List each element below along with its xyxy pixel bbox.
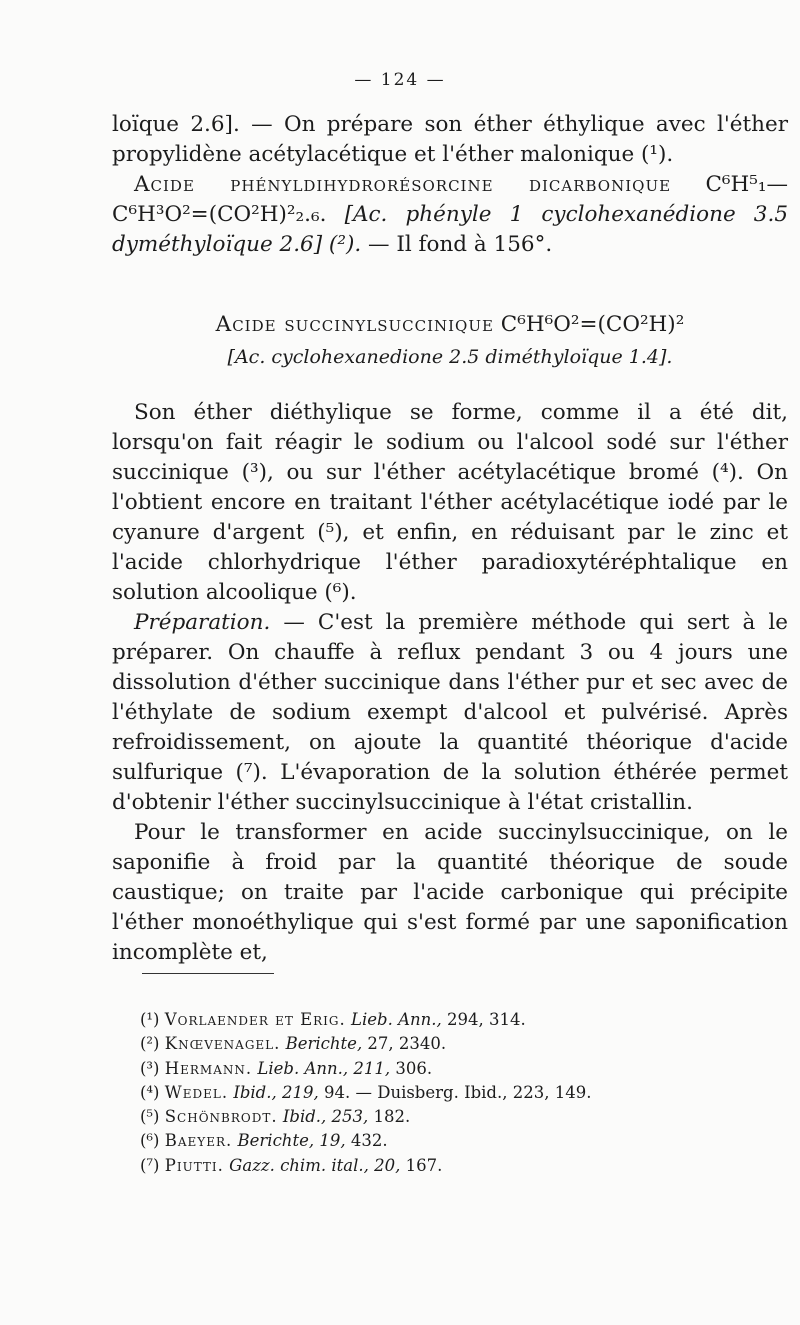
section-heading-name: Acide succinylsuccinique xyxy=(215,312,494,337)
footnote-mark: (⁴) xyxy=(140,1082,160,1102)
footnote-mark: (¹) xyxy=(140,1010,160,1029)
footnote-ref: 294, 314. xyxy=(441,1010,526,1029)
footnotes-list xyxy=(140,1008,740,1178)
footnote-item xyxy=(140,1129,740,1153)
section-heading xyxy=(112,310,788,340)
footnote-mark: (⁵) xyxy=(140,1107,160,1127)
footnote-source: Ibid., 219, xyxy=(233,1082,319,1102)
footnote-ref: 167. xyxy=(400,1155,443,1175)
footnote-item xyxy=(140,1008,740,1032)
footnote-item xyxy=(140,1032,740,1056)
footnote-author: Schönbrodt. xyxy=(164,1107,278,1127)
footnote-author: Vorlaender et Erig. xyxy=(164,1010,346,1029)
footnote-source: Ibid., 253, xyxy=(282,1107,369,1127)
preparation-label: Préparation. xyxy=(134,610,271,635)
footnote-author: Piutti. xyxy=(164,1155,224,1175)
footnote-author: Knœvenagel. xyxy=(164,1034,281,1054)
compound-entry xyxy=(112,170,788,260)
footnote-ref: 306. xyxy=(390,1058,433,1078)
page-number: — 124 — xyxy=(354,70,446,90)
footnote-mark: (⁶) xyxy=(140,1131,160,1151)
compound-nomenclature: [Ac. phényle 1 cyclohexanédione 3.5 dyméthyloïque 2.6] (²). xyxy=(112,202,788,257)
footnote-mark: (⁷) xyxy=(140,1155,160,1175)
paragraph-preparation xyxy=(112,608,788,818)
compound-melting-point: — Il fond à 156°. xyxy=(368,232,553,257)
section-heading-formula: C⁶H⁶O²=(CO²H)² xyxy=(500,312,685,337)
footnote-source: Lieb. Ann., xyxy=(351,1010,442,1029)
footnote-author: Wedel. xyxy=(164,1082,229,1102)
footnote-item xyxy=(140,1057,740,1081)
compound-formula: C⁶H⁵₁—C⁶H³O²=(CO²H)²₂.₆. xyxy=(112,172,789,227)
footnote-item xyxy=(140,1105,740,1129)
section-subheading: [Ac. cyclohexanedione 2.5 diméthyloïque 1.4]. xyxy=(227,346,673,368)
footnote-ref: 182. xyxy=(368,1107,411,1127)
compound-name: Acide phényldihydrorésorcine dicarbonique xyxy=(134,172,672,197)
footnote-source: Lieb. Ann., 211, xyxy=(257,1058,391,1078)
footnote-mark: (³) xyxy=(140,1058,160,1078)
continuation-paragraph: loïque 2.6]. — On prépare son éther éthylique avec l'éther propylidène acétylacétique et l'éther malonique (¹). xyxy=(112,112,788,167)
footnote-author: Hermann. xyxy=(164,1058,253,1078)
footnote-source: Berichte, xyxy=(285,1034,363,1054)
preparation-text: — C'est la première méthode qui sert à le préparer. On chauffe à reflux pendant 3 ou 4 jours une dissolution d'éther succinique dans l'éther pur et sec avec de l'éthylate de sodium exempt d'alcool et pulvérisé. Après refroidissement, on ajoute la quantité théorique d'acide sulfurique (⁷). L'évaporation de la solution éthérée permet d'obtenir l'éther succinylsuccinique à l'état cristallin. xyxy=(112,610,788,815)
footnote-source: Berichte, 19, xyxy=(237,1131,346,1151)
footnote-mark: (²) xyxy=(140,1034,160,1054)
footnote-author: Baeyer. xyxy=(164,1131,233,1151)
footnote-ref: 94. — Duisberg. Ibid., 223, 149. xyxy=(318,1082,592,1102)
paragraph-formation: Son éther diéthylique se forme, comme il a été dit, lorsqu'on fait réagir le sodium ou l'alcool sodé sur l'éther succinique (³), ou sur l'éther acétylacétique bromé (⁴). On l'obtient encore en traitant l'éther acétylacétique iodé par le cyanure d'argent (⁵), et enfin, en réduisant par le zinc et l'acide chlorhydrique l'éther paradioxytéréphtalique en solution alcoolique (⁶). xyxy=(112,400,788,605)
footnote-ref: 27, 2340. xyxy=(362,1034,447,1054)
paragraph-saponification: Pour le transformer en acide succinylsuccinique, on le saponifie à froid par la quantité théorique de soude caustique; on traite par l'acide carbonique qui précipite l'éther monoéthylique qui s'est formé par une saponification incomplète et, xyxy=(112,820,788,965)
footnote-item xyxy=(140,1154,740,1178)
footnote-divider xyxy=(142,973,274,974)
main-text xyxy=(112,398,788,968)
footnote-ref: 432. xyxy=(345,1131,388,1151)
intro-block xyxy=(112,110,788,260)
footnote-source: Gazz. chim. ital., 20, xyxy=(229,1155,401,1175)
footnote-item xyxy=(140,1081,740,1105)
